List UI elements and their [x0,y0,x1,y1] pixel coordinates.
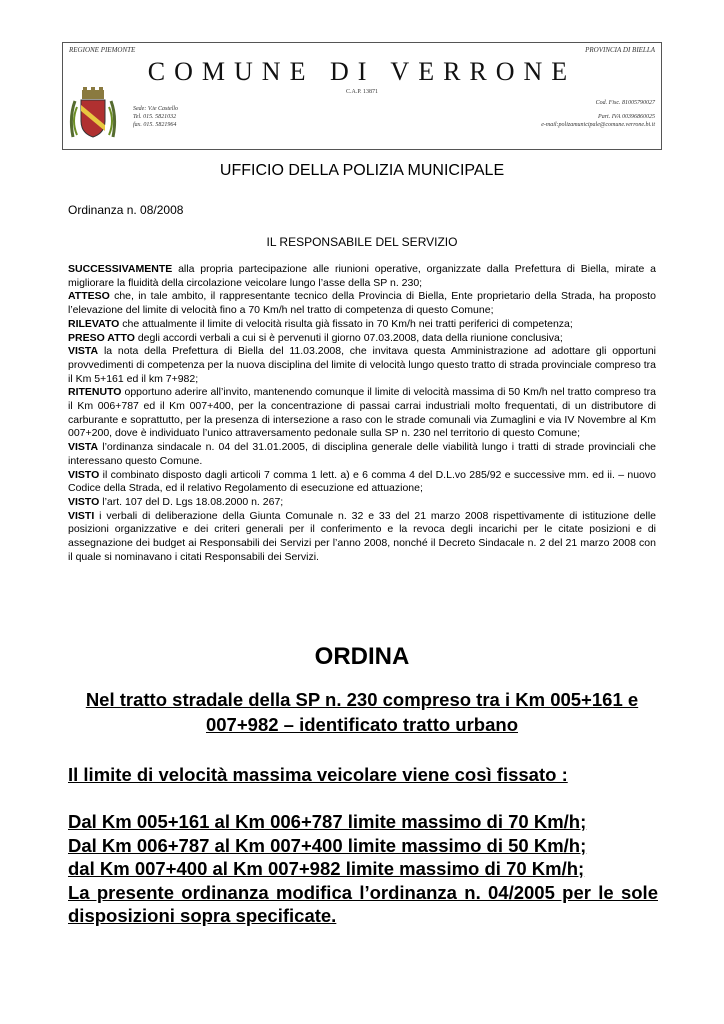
road-section-text: Nel tratto stradale della SP n. 230 compreso tra i Km 005+161 e 007+982 – identificato tratto urbano [85,689,639,735]
recital-paragraph [68,386,656,441]
recital-paragraph [68,345,656,386]
segment-text: Dal Km 005+161 al Km 006+787 limite massimo di 70 Km/h; [68,811,587,832]
office-address [133,105,178,129]
letterhead [62,42,662,150]
segment-text: Dal Km 006+787 al Km 007+400 limite massimo di 50 Km/h; [68,834,587,856]
recital-text: che attualmente il limite di velocità risulta già fissato in 70 Km/h nei tratti periferici di competenza; [119,317,573,330]
recital-paragraph [68,290,656,317]
recital-paragraph [68,469,656,496]
province-label: PROVINCIA DI BIELLA [585,46,655,54]
municipality-title: COMUNE DI VERRONE [147,57,577,86]
modification-note [68,881,658,928]
recital-text: la nota della Prefettura di Biella del 11.03.2008, che invitava questa Amministrazione ad adottare gli opportuni provvedimenti di competenza per la nuova disciplina del limite di velocità lungo questo tratto di strada provinciale compreso tra il Km 5+161 ed il km 7+982; [68,345,656,385]
recital-keyword: RITENUTO [68,386,122,399]
recital-keyword: RILEVATO [68,317,120,330]
recitals [68,263,656,564]
recital-paragraph [68,332,656,346]
contact-info [541,113,655,129]
recital-text: l’ordinanza sindacale n. 04 del 31.01.2005, di disciplina generale delle viabilità lungo i tratti di strade provinciali che interessano questo Comune. [68,441,656,467]
postal-code: C.A.P. 13871 [345,89,378,95]
ordina-heading: ORDINA [314,643,410,670]
municipal-crest-icon [67,87,119,143]
recital-keyword: VISTI [68,509,95,522]
recital-keyword: PRESO ATTO [68,331,135,344]
speed-limit-segments [68,810,658,928]
recital-paragraph [68,496,656,510]
phone-line: Tel. 015. 5821032 [133,114,177,120]
email-address: e-mail:polizamunicipale@comune.verrone.bi.it [541,122,655,128]
recital-keyword: VISTO [68,468,100,481]
vat-number: Part. IVA 00396860025 [598,114,655,120]
office-heading: UFFICIO DELLA POLIZIA MUNICIPALE [219,162,505,179]
fax-line: fax. 015. 5821964 [133,122,177,128]
recital-text: l’art. 107 del D. Lgs 18.08.2000 n. 267; [99,495,284,508]
recital-keyword: VISTO [68,495,100,508]
recital-text: opportuno aderire all’invito, mantenendo comunque il limite di velocità massima di 50 Km/h nel tratto compreso tra il Km 006+787 ed il Km 007+400, per la concentrazione di passai carrai industriali molto frequentati, di un distributore di carburante e soprattutto, per la presenza di intersezione a raso con le strade comunali via Zumaglini e via IV Novembre al Km 007+200, dove è individuato l’unico attraversamento pedonale sulla SP n. 230 nel territorio di questo Comune; [68,386,656,440]
recital-text: alla propria partecipazione alle riunioni operative, organizzate dalla Prefettura di Biella, mirate a migliorare la fluidità della circolazione veicolare lungo l’asse della SP n. 230; [68,263,656,289]
recital-paragraph [68,510,656,565]
modification-text: La presente ordinanza modifica l’ordinanza n. 04/2005 per le sole disposizioni sopra specificate. [68,881,658,926]
recital-keyword: ATTESO [68,290,110,303]
segment-line [68,857,658,881]
recital-paragraph [68,441,656,468]
recital-text: degli accordi verbali a cui si è pervenuti il giorno 07.03.2008, data della riunione conclusiva; [134,331,563,344]
speed-limit-heading: Il limite di velocità massima veicolare viene così fissato : [68,764,568,785]
segment-line [68,810,658,834]
recital-keyword: VISTA [68,345,99,358]
segment-text: dal Km 007+400 al Km 007+982 limite massimo di 70 Km/h; [68,858,585,879]
fiscal-code: Cod. Fisc. 81005790027 [595,100,655,106]
recital-paragraph [68,263,656,290]
road-section-heading [68,687,656,737]
responsible-heading: IL RESPONSABILE DEL SERVIZIO [266,235,458,249]
recital-paragraph [68,318,656,332]
recital-text: che, in tale ambito, il rappresentante tecnico della Provincia di Biella, Ente proprietario della Strada, ha proposto l’elevazione del limite di velocità fino a 70 Km/h nel tratto di competenza di questo Comune; [68,290,656,317]
recital-text: il combinato disposto dagli articoli 7 comma 1 lett. a) e 6 comma 4 del D.L.vo 285/92 e successive mm. ed ii. – nuovo Codice della Strada, ed il relativo Regolamento di esecuzione ed attuazione; [68,468,656,495]
address-line: Sede: V.ie Castello [133,106,179,112]
region-label: REGIONE PIEMONTE [69,46,136,54]
recital-keyword: VISTA [68,441,99,454]
segment-line [68,834,658,858]
recital-text: i verbali di deliberazione della Giunta Comunale n. 32 e 33 del 21 marzo 2008 rispettivamente di istituzione delle posizioni organizzative e dei criteri generali per il conferimento e la revoca degli incarichi per le citate posizioni e di assegnazione dei budget ai Responsabili dei Servizi per l’anno 2008, nonché il Decreto Sindacale n. 2 del 21 marzo 2008 con il quale si nominavano i citati Responsabili dei Servizi. [68,509,656,563]
recital-keyword: SUCCESSIVAMENTE [68,263,173,275]
ordinance-number: Ordinanza n. 08/2008 [68,203,184,217]
